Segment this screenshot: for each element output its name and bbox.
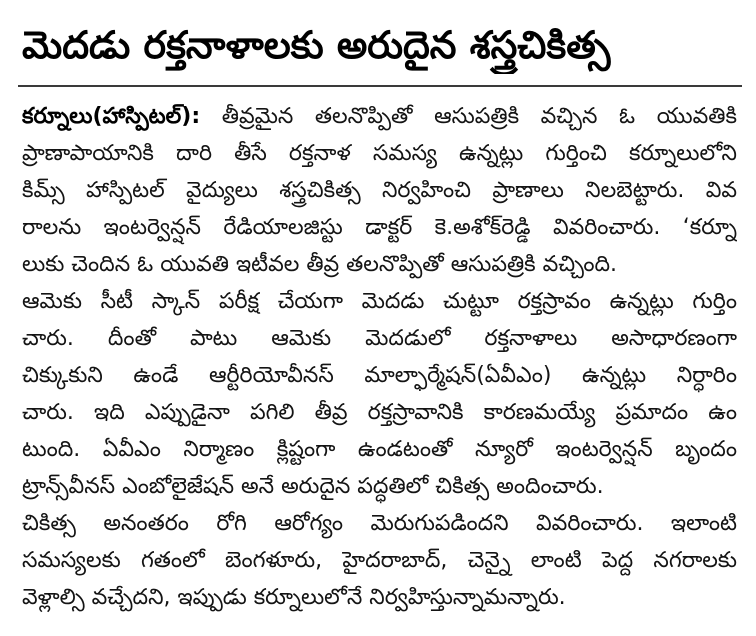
body-line: వెళ్లాల్సి వచ్చేదని, ఇప్పుడు కర్నూలులోనే నిర్వహిస్తున్నామన్నారు. (22, 585, 566, 610)
body-line: లుకు చెందిన ఓ యువతి ఇటీవల తీవ్ర తలనొప్పితో ఆసుపత్రికి వచ్చింది. (22, 252, 618, 277)
body-line: టుంది. ఏవీఎం నిర్మాణం క్లిష్టంగా ఉండటంతో న్యూరో ఇంటర్వెన్షన్ బృందం (22, 437, 737, 462)
body-line: ప్రాణాపాయానికి దారి తీసే రక్తనాళ సమస్య ఉన్నట్లు గుర్తించి కర్నూలులోని (22, 141, 737, 166)
body-line: ట్రాన్స్‌వీనస్ ఎంబోలైజేషన్ అనే అరుదైన పద్ధతిలో చికిత్స అందించారు. (22, 474, 604, 499)
body-line: ఆమెకు సీటీ స్కాన్ పరీక్ష చేయగా మెదడు చుట్టూ రక్తస్రావం ఉన్నట్లు గుర్తిం (22, 289, 737, 314)
article-body (22, 98, 737, 616)
body-line: చారు. దీంతో పాటు ఆమెకు మెదడులో రక్తనాళాలు అసాధారణంగా (22, 326, 737, 351)
headline: మెదడు రక్తనాళాలకు అరుదైన శస్త్రచికిత్స (22, 23, 611, 67)
body-line-text: తీవ్రమైన తలనొప్పితో ఆసుపత్రికి వచ్చిన ఓ యువతికి (221, 104, 737, 129)
body-line: చికిత్స అనంతరం రోగి ఆరోగ్యం మెరుగుపడిందని వివరించారు. ఇలాంటి (22, 511, 737, 536)
dateline: కర్నూలు(హాస్పిటల్): (22, 104, 201, 129)
body-line: రాలను ఇంటర్వెన్షన్ రేడియాలజిస్టు డాక్టర్ కె.అశోక్‌రెడ్డి వివరించారు. ‘కర్నూ (22, 215, 737, 240)
body-line: కిమ్స్ హాస్పిటల్ వైద్యులు శస్త్రచికిత్స నిర్వహించి ప్రాణాలు నిలబెట్టారు. వివ (22, 178, 737, 203)
body-line: సమస్యలకు గతంలో బెంగళూరు, హైదరాబాద్, చెన్నై లాంటి పెద్ద నగరాలకు (22, 548, 737, 573)
body-line: చిక్కుకుని ఉండే ఆర్టీరియోవీనస్ మాల్ఫార్మేషన్(ఏవీఎం) ఉన్నట్లు నిర్ధారిం (22, 363, 737, 388)
body-line: చారు. ఇది ఎప్పుడైనా పగిలి తీవ్ర రక్తస్రావానికి కారణమయ్యే ప్రమాదం ఉం (22, 400, 737, 425)
headline-divider (18, 85, 742, 87)
body-line (22, 98, 737, 135)
